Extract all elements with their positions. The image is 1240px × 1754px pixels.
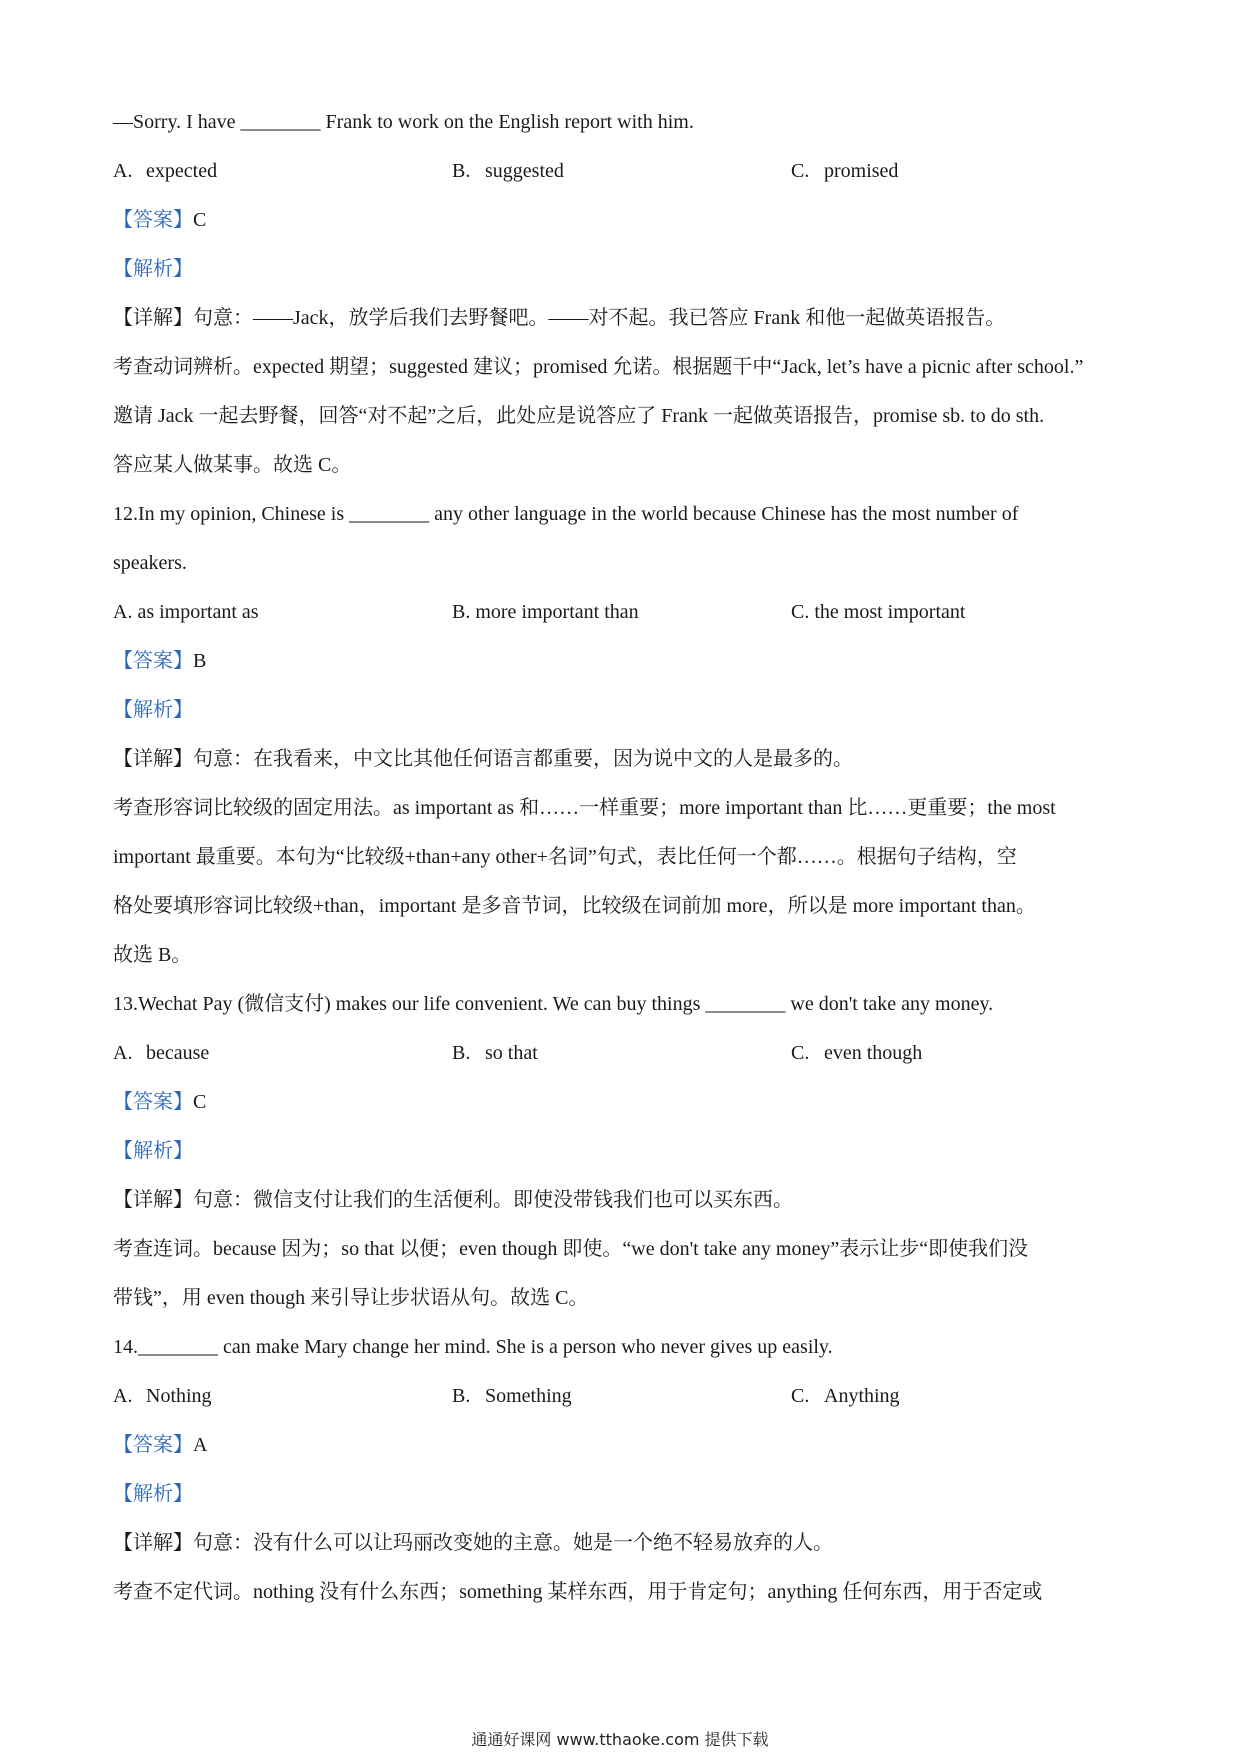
option-text: as important as [137,601,259,623]
q14-analysis [113,1470,1133,1519]
analysis-tag: 【解析】 [113,1140,193,1162]
q14-options [113,1372,1133,1421]
option-letter: B. [452,1042,471,1064]
detail-tag: 【详解】 [113,748,193,770]
q11-answer [113,196,1133,245]
answer-value: C [193,209,207,231]
document-page [113,98,1133,1617]
analysis-tag: 【解析】 [113,1483,193,1505]
option-text: suggested [485,160,564,182]
page-footer: 通通好课网 www.tthaoke.com 提供下载 [471,1730,769,1749]
option-letter: B. [452,1385,471,1407]
q12-analysis [113,686,1133,735]
option-letter: A. [113,1042,133,1064]
q12-answer [113,637,1133,686]
option-letter: A. [113,601,133,623]
answer-tag: 【答案】 [113,1091,193,1113]
q12-option-b [452,588,791,637]
q11-options [113,147,1133,196]
detail-tag: 【详解】 [113,1189,193,1211]
answer-value: A [193,1434,208,1456]
q13-detail [113,1176,1133,1225]
q13-option-b [452,1029,791,1078]
option-letter: A. [113,1385,133,1407]
option-text: Something [485,1385,572,1407]
q14-detail [113,1519,1133,1568]
analysis-tag: 【解析】 [113,699,193,721]
detail-text: 句意：——Jack，放学后我们去野餐吧。——对不起。我已答应 Frank 和他一起做英语报告。 [193,307,1006,329]
q14-option-c [791,1372,1130,1421]
detail-tag: 【详解】 [113,1532,193,1554]
option-letter: C. [791,160,810,182]
q13-analysis [113,1127,1133,1176]
q11-option-a [113,147,452,196]
q13-options [113,1029,1133,1078]
q13-explanation-line: 考查连词。because 因为；so that 以便；even though 即使。“we don't take any money”表示让步“即使我们没 [113,1238,1029,1260]
answer-tag: 【答案】 [113,209,193,231]
q11-explanation-line: 答应某人做某事。故选 C。 [113,454,352,476]
detail-text: 句意：在我看来，中文比其他任何语言都重要，因为说中文的人是最多的。 [193,748,853,770]
q12-stem-continued: speakers. [113,552,187,574]
answer-value: B [193,650,207,672]
q14-answer [113,1421,1133,1470]
q12-option-a [113,588,452,637]
answer-tag: 【答案】 [113,1434,193,1456]
option-text: so that [485,1042,538,1064]
option-text: the most important [814,601,966,623]
option-letter: C. [791,601,810,623]
option-text: Nothing [146,1385,212,1407]
q11-detail [113,294,1133,343]
q12-explanation-line: 故选 B。 [113,944,192,966]
q13-option-c [791,1029,1130,1078]
q14-option-b [452,1372,791,1421]
q14-stem: 14.________ can make Mary change her mind. She is a person who never gives up easily. [113,1336,833,1358]
answer-value: C [193,1091,207,1113]
option-letter: B. [452,160,471,182]
detail-text: 句意：微信支付让我们的生活便利。即使没带钱我们也可以买东西。 [193,1189,793,1211]
detail-tag: 【详解】 [113,307,193,329]
q12-option-c [791,588,1130,637]
option-letter: C. [791,1042,810,1064]
q11-explanation-line: 邀请 Jack 一起去野餐，回答“对不起”之后，此处应是说答应了 Frank 一起做英语报告，promise sb. to do sth. [113,405,1045,427]
option-letter: B. [452,601,471,623]
q11-explanation-line: 考查动词辨析。expected 期望；suggested 建议；promised 允诺。根据题干中“Jack, let’s have a picnic after school.” [113,356,1084,378]
q13-stem: 13.Wechat Pay (微信支付) makes our life convenient. We can buy things ________ we don't take any money. [113,993,994,1015]
q14-explanation-line: 考查不定代词。nothing 没有什么东西；something 某样东西，用于肯定句；anything 任何东西，用于否定或 [113,1581,1043,1603]
q11-analysis [113,245,1133,294]
q12-explanation-line: 格处要填形容词比较级+than，important 是多音节词，比较级在词前加 more，所以是 more important than。 [113,895,1036,917]
q11-option-c [791,147,1130,196]
q14-option-a [113,1372,452,1421]
option-text: Anything [824,1385,900,1407]
q13-answer [113,1078,1133,1127]
q11-option-b [452,147,791,196]
analysis-tag: 【解析】 [113,258,193,280]
option-letter: A. [113,160,133,182]
option-text: promised [824,160,899,182]
q12-explanation-line: important 最重要。本句为“比较级+than+any other+名词”句式，表比任何一个都……。根据句子结构，空 [113,846,1017,868]
q12-options [113,588,1133,637]
detail-text: 句意：没有什么可以让玛丽改变她的主意。她是一个绝不轻易放弃的人。 [193,1532,833,1554]
q13-option-a [113,1029,452,1078]
q12-stem: 12.In my opinion, Chinese is ________ any other language in the world because Chinese has the most number of [113,503,1019,525]
option-text: more important than [475,601,639,623]
option-text: even though [824,1042,923,1064]
option-letter: C. [791,1385,810,1407]
q13-explanation-line: 带钱”，用 even though 来引导让步状语从句。故选 C。 [113,1287,589,1309]
answer-tag: 【答案】 [113,650,193,672]
q11-stem: —Sorry. I have ________ Frank to work on the English report with him. [113,111,694,133]
q12-explanation-line: 考查形容词比较级的固定用法。as important as 和……一样重要；more important than 比……更重要；the most [113,797,1056,819]
option-text: because [146,1042,210,1064]
q12-detail [113,735,1133,784]
option-text: expected [146,160,218,182]
